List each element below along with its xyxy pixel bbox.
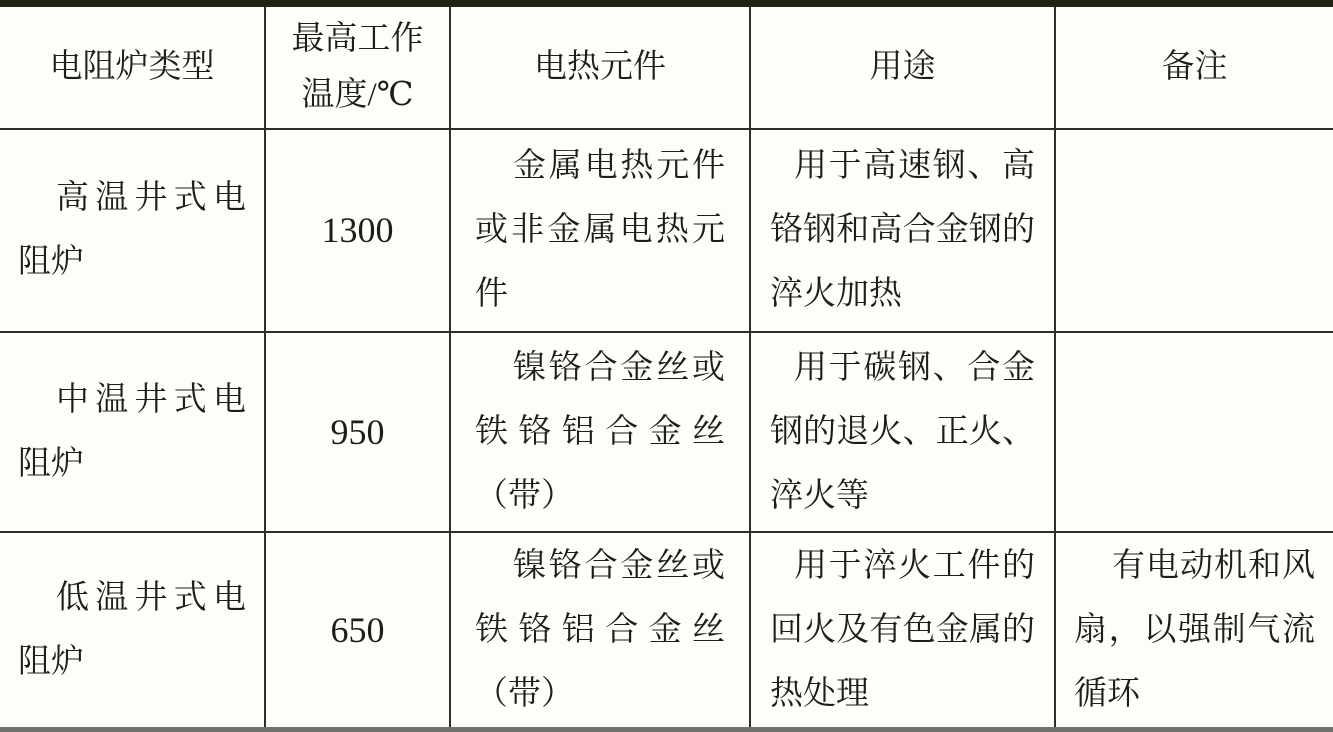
cell-max-temp: 950 <box>265 332 450 532</box>
cell-furnace-type <box>0 532 265 730</box>
header-row <box>0 4 1333 129</box>
column-header-max-temp: 最高工作温度/℃ <box>265 4 450 129</box>
cell-max-temp: 650 <box>265 532 450 730</box>
cell-furnace-type <box>0 332 265 532</box>
heating-element-text: 金属电热元件或非金属电热元件 <box>475 148 725 312</box>
usage-text: 用于淬火工件的回火及有色金属的热处理 <box>770 547 1035 712</box>
cell-furnace-type <box>0 129 265 332</box>
column-header-furnace-type: 电阻炉类型 <box>0 4 265 129</box>
cell-note <box>1055 332 1333 532</box>
cell-max-temp: 1300 <box>265 129 450 332</box>
column-header-usage: 用途 <box>750 4 1055 129</box>
cell-heating-element <box>450 332 750 532</box>
column-header-note: 备注 <box>1055 4 1333 129</box>
furnace-type-text: 中温井式电阻炉 <box>18 381 246 482</box>
cell-heating-element <box>450 532 750 730</box>
cell-usage <box>750 332 1055 532</box>
cell-note <box>1055 532 1333 730</box>
heating-element-text: 镍铬合金丝或铁铬铝合金丝（带） <box>475 349 725 514</box>
cell-heating-element <box>450 129 750 332</box>
table-row-low-temp <box>0 532 1333 730</box>
furnace-type-text: 高温井式电阻炉 <box>18 180 246 280</box>
column-header-heating-element: 电热元件 <box>450 4 750 129</box>
cell-usage <box>750 129 1055 332</box>
furnace-type-text: 低温井式电阻炉 <box>18 579 246 680</box>
usage-text: 用于高速钢、高铬钢和高合金钢的淬火加热 <box>770 148 1035 312</box>
note-text: 有电动机和风扇，以强制气流循环 <box>1074 547 1315 712</box>
heating-element-text: 镍铬合金丝或铁铬铝合金丝（带） <box>475 547 725 712</box>
table-row-high-temp <box>0 129 1333 332</box>
cell-note <box>1055 129 1333 332</box>
usage-text: 用于碳钢、合金钢的退火、正火、淬火等 <box>770 349 1035 514</box>
cell-usage <box>750 532 1055 730</box>
table-row-mid-temp <box>0 332 1333 532</box>
